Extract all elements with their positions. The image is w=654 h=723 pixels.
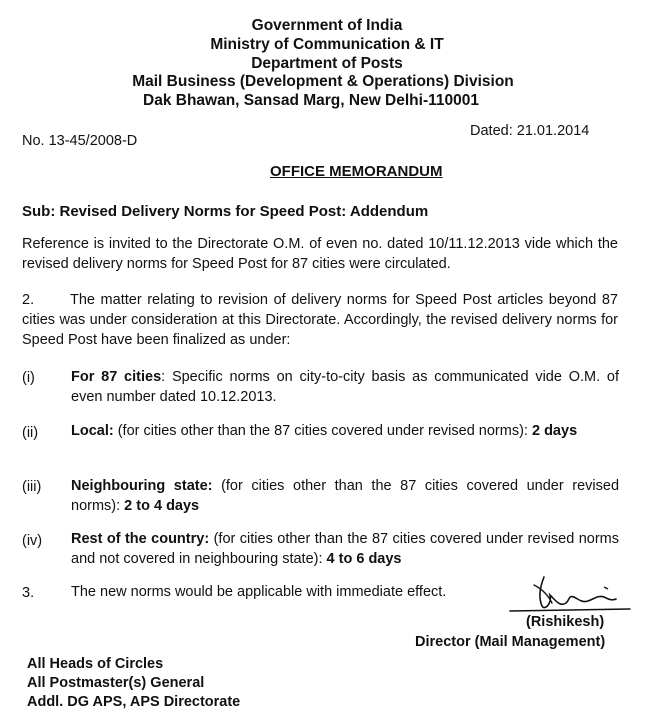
header-line-3: Department of Posts [251, 55, 403, 72]
header-line-4: Mail Business (Development & Operations) Division [132, 73, 514, 90]
paragraph-2-number: 2. [22, 292, 35, 308]
item-4-value: 4 to 6 days [326, 551, 402, 567]
paragraph-1: Reference is invited to the Directorate O.M. of even no. dated 10/11.12.2013 vide which the revised delivery norms for Speed Post for 87 cities were circulated. [22, 236, 618, 272]
item-3-value: 2 to 4 days [124, 498, 200, 514]
item-4 [71, 529, 619, 569]
recipient-3: Addl. DG APS, APS Directorate [27, 694, 241, 710]
item-3-number: (iii) [22, 479, 42, 495]
signatory-name: (Rishikesh) [526, 614, 605, 630]
paragraph-3-number: 3. [22, 585, 35, 601]
signatory-designation: Director (Mail Management) [415, 634, 606, 650]
item-1-text: : Specific norms on city-to-city basis as communicated vide O.M. of even number dated 10.12.2013. [71, 369, 619, 405]
item-3-text: (for cities other than the 87 cities covered under revised norms): [71, 478, 620, 514]
item-4-label: Rest of the country: [71, 531, 210, 547]
item-3-label: Neighbouring state: [71, 478, 213, 494]
item-2-label: Local: [71, 423, 114, 439]
signature-scribble-icon [504, 573, 634, 613]
reference-number: No. 13-45/2008-D [22, 133, 138, 149]
paragraph-3-text: The new norms would be applicable with immediate effect. [71, 584, 447, 600]
item-2-number: (ii) [22, 425, 39, 441]
item-2-value: 2 days [531, 423, 578, 439]
item-4-text: (for cities other than the 87 cities covered under revised norms and not covered in neighbouring state): [71, 531, 619, 567]
memo-title: OFFICE MEMORANDUM [270, 163, 443, 180]
paragraph-2 [22, 290, 618, 350]
item-3 [71, 476, 619, 516]
item-1-number: (i) [22, 370, 35, 386]
date: Dated: 21.01.2014 [470, 123, 590, 139]
header-line-1: Government of India [251, 17, 403, 34]
paragraph-2-text: The matter relating to revision of delivery norms for Speed Post articles beyond 87 cities was under consideration at this Directorate. Accordingly, the revised delivery norms for Speed Post have been finalized as under: [22, 292, 618, 348]
subject: Sub: Revised Delivery Norms for Speed Post: Addendum [22, 203, 429, 220]
header-line-2: Ministry of Communication & IT [210, 36, 444, 53]
item-2-text: (for cities other than the 87 cities covered under revised norms): [113, 423, 532, 439]
item-4-number: (iv) [22, 533, 43, 549]
recipient-2: All Postmaster(s) General [27, 675, 205, 691]
item-1 [71, 367, 619, 407]
item-1-label: For 87 cities [71, 369, 162, 385]
item-2 [71, 421, 619, 441]
header-line-5: Dak Bhawan, Sansad Marg, New Delhi-110001 [143, 92, 479, 109]
recipient-1: All Heads of Circles [27, 656, 164, 672]
